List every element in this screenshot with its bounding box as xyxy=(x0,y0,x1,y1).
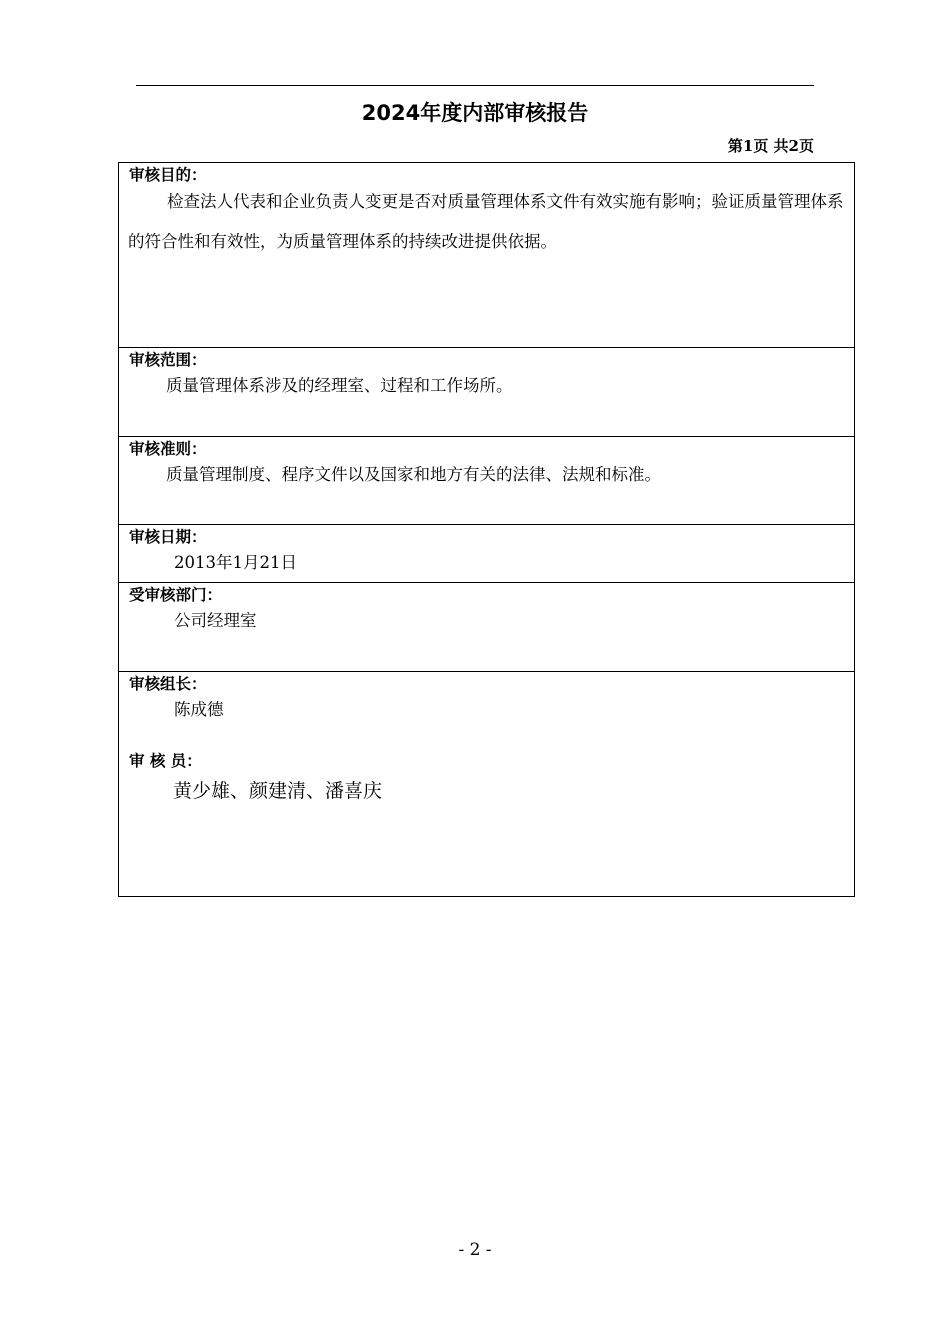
section-date xyxy=(119,525,854,583)
department-label: 受审核部门： xyxy=(129,586,223,604)
scope-label: 审核范围： xyxy=(129,351,207,369)
section-scope xyxy=(119,348,854,437)
auditors-names: 黄少雄、颜建清、潘喜庆 xyxy=(173,780,383,802)
date-text: 2013年1月21日 xyxy=(174,553,297,572)
section-criteria xyxy=(119,437,854,525)
date-label: 审核日期： xyxy=(129,528,207,546)
header-rule xyxy=(136,85,814,86)
report-table xyxy=(118,162,855,897)
page-number: - 2 - xyxy=(458,1240,492,1260)
section-purpose xyxy=(119,163,854,348)
department-text: 公司经理室 xyxy=(174,611,257,630)
criteria-text: 质量管理制度、程序文件以及国家和地方有关的法律、法规和标准。 xyxy=(166,465,661,484)
purpose-label: 审核目的： xyxy=(129,166,207,184)
section-team xyxy=(119,672,854,896)
page-info: 第1页 共2页 xyxy=(727,137,814,155)
scope-text: 质量管理体系涉及的经理室、过程和工作场所。 xyxy=(166,376,513,395)
leader-name: 陈成德 xyxy=(174,700,224,719)
section-department xyxy=(119,583,854,672)
auditors-label: 审 核 员： xyxy=(129,752,202,770)
purpose-text: 检查法人代表和企业负责人变更是否对质量管理体系文件有效实施有影响；验证质量管理体系的符合性和有效性，为质量管理体系的持续改进提供依据。 xyxy=(128,192,844,251)
report-title: 2024年度内部审核报告 xyxy=(361,101,589,125)
leader-label: 审核组长： xyxy=(129,675,207,693)
criteria-label: 审核准则： xyxy=(129,440,207,458)
